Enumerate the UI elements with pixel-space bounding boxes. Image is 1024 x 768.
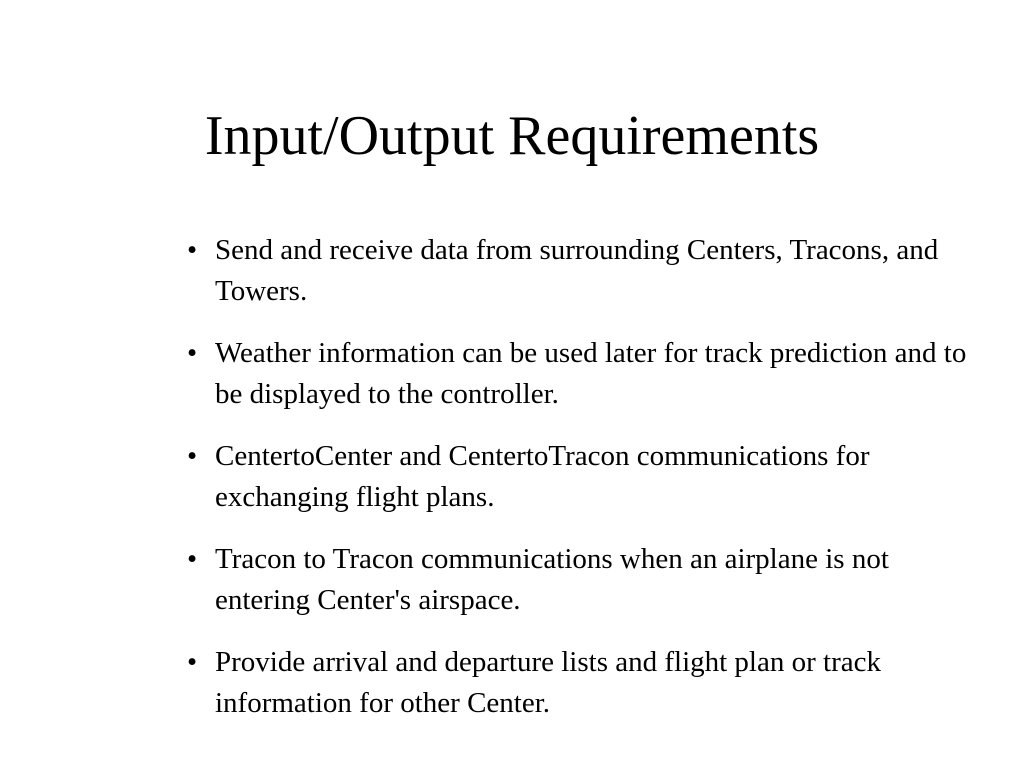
bullet-icon: • (187, 646, 198, 678)
bullet-item (187, 230, 977, 312)
bullet-icon: • (187, 440, 198, 472)
bullet-icon: • (187, 234, 198, 266)
bullet-item (187, 333, 977, 415)
bullet-text: Send and receive data from surrounding Centers, Tracons, and Towers. (215, 234, 939, 307)
bullet-item (187, 642, 977, 724)
bullet-icon: • (187, 543, 198, 575)
bullet-text: CentertoCenter and CentertoTracon communications for exchanging flight plans. (215, 440, 870, 513)
bullet-text: Weather information can be used later for track prediction and to be displayed to the controller. (215, 337, 967, 410)
bullet-item (187, 436, 977, 518)
bullet-icon: • (187, 337, 198, 369)
bullet-text: Provide arrival and departure lists and flight plan or track information for other Center. (215, 646, 881, 719)
bullet-text: Tracon to Tracon communications when an airplane is not entering Center's airspace. (215, 543, 889, 616)
slide-title: Input/Output Requirements (204, 105, 820, 167)
bullet-item (187, 539, 977, 621)
bullet-list (187, 230, 977, 745)
